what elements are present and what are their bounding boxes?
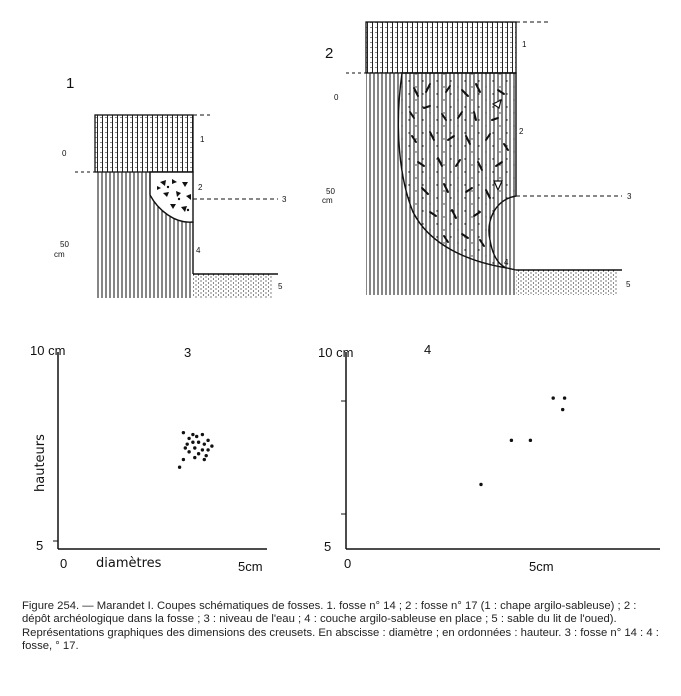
scatter-4-panel-label: 4 [424, 342, 432, 357]
section-2-label-2: 2 [519, 127, 524, 136]
section-1-label-5: 5 [278, 282, 283, 291]
scatter-3-point-14 [201, 448, 204, 451]
scatter-4-points [479, 396, 566, 486]
section-2-layer-1 [366, 22, 516, 73]
section-2-depth-0: 0 [334, 93, 339, 102]
scatter-4-x-start-label: 0 [344, 556, 352, 571]
scatter-3-point-9 [197, 441, 200, 444]
scatter-3-points [178, 431, 214, 469]
scatter-3-point-2 [191, 433, 194, 436]
section-2-depth-50: 50 [326, 187, 335, 196]
scatter-3-point-4 [187, 437, 190, 440]
scatter-3-point-6 [206, 439, 209, 442]
figure-caption [22, 600, 662, 654]
scatter-3-point-18 [205, 454, 208, 457]
section-2-number: 2 [325, 45, 334, 62]
scatter-3-y-bottom-label: 5 [36, 538, 44, 553]
scatter-3-point-1 [182, 431, 185, 434]
caption-paragraph-1: Figure 254. — Marandet I. Coupes schématiques de fosses. 1. fosse n° 14 ; 2 : fosse n° 17 (1 : chape argilo-sableuse) ; 2 : dépôt archéologique dans la fosse ; 3 : niveau de l'eau ; 4 : couche argilo-sableuse en place ; 5 : sable du lit de l'oued). [22, 600, 637, 626]
scatter-3-point-10 [203, 442, 206, 445]
section-1-label-1: 1 [200, 135, 205, 144]
section-1-depth-unit: cm [54, 250, 65, 259]
scatter-4-point-5 [510, 439, 513, 442]
scatter-4-point-2 [563, 396, 566, 399]
scatter-3-point-17 [197, 452, 200, 455]
scatter-3-y-top-label: 10 cm [30, 343, 66, 358]
section-1-label-4: 4 [196, 246, 201, 255]
scatter-3-point-13 [193, 446, 196, 449]
scatter-4-y-top-label: 10 cm [318, 345, 354, 360]
section-1-label-3: 3 [282, 195, 287, 204]
section-2-label-3: 3 [627, 192, 632, 201]
section-2-label-4: 4 [504, 258, 509, 267]
scatter-3-point-5 [195, 435, 198, 438]
section-1-depth-0: 0 [62, 149, 67, 158]
scatter-3-xlabel: diamètres [96, 556, 162, 571]
scatter-4-x-end-label: 5cm [529, 559, 554, 574]
scatter-3-point-11 [210, 444, 213, 447]
scatter-4-point-3 [561, 408, 564, 411]
scatter-3-point-22 [178, 466, 181, 469]
scatter-3-point-19 [193, 456, 196, 459]
section-1-depth-50: 50 [60, 240, 69, 249]
scatter-3-point-20 [203, 458, 206, 461]
section-2-depth-unit: cm [322, 196, 333, 205]
scatter-4-y-bottom-label: 5 [324, 539, 332, 554]
scatter-4 [318, 342, 660, 574]
caption-paragraph-2: Représentations graphiques des dimensions des creusets. En abscisse : diamètre ; en ordonnées : hauteur. 3 : fosse n° 14 : 4 : fosse, ° 17. [22, 626, 659, 653]
scatter-3 [30, 343, 267, 574]
scatter-4-point-6 [479, 483, 482, 486]
section-1-number: 1 [66, 75, 75, 92]
section-1-label-2: 2 [198, 183, 203, 192]
scatter-3-point-16 [187, 450, 190, 453]
scatter-4-point-4 [529, 439, 532, 442]
scatter-3-point-21 [182, 458, 185, 461]
section-2-layer-5 [516, 270, 618, 295]
scatter-3-x-start-label: 0 [60, 556, 68, 571]
section-2 [322, 22, 632, 295]
scatter-3-point-12 [184, 446, 187, 449]
scatter-4-point-1 [552, 396, 555, 399]
section-1-layer-1 [95, 115, 193, 172]
section-1-layer-5 [193, 274, 273, 298]
scatter-3-point-15 [206, 448, 209, 451]
scatter-3-point-7 [186, 442, 189, 445]
scatter-3-point-8 [191, 441, 194, 444]
scatter-3-x-end-label: 5cm [238, 559, 263, 574]
scatter-3-point-3 [201, 433, 204, 436]
scatter-3-panel-label: 3 [184, 345, 192, 360]
section-2-label-1: 1 [522, 40, 527, 49]
scatter-3-ylabel: hauteurs [33, 434, 48, 492]
section-2-label-5: 5 [626, 280, 631, 289]
section-1 [54, 75, 287, 298]
